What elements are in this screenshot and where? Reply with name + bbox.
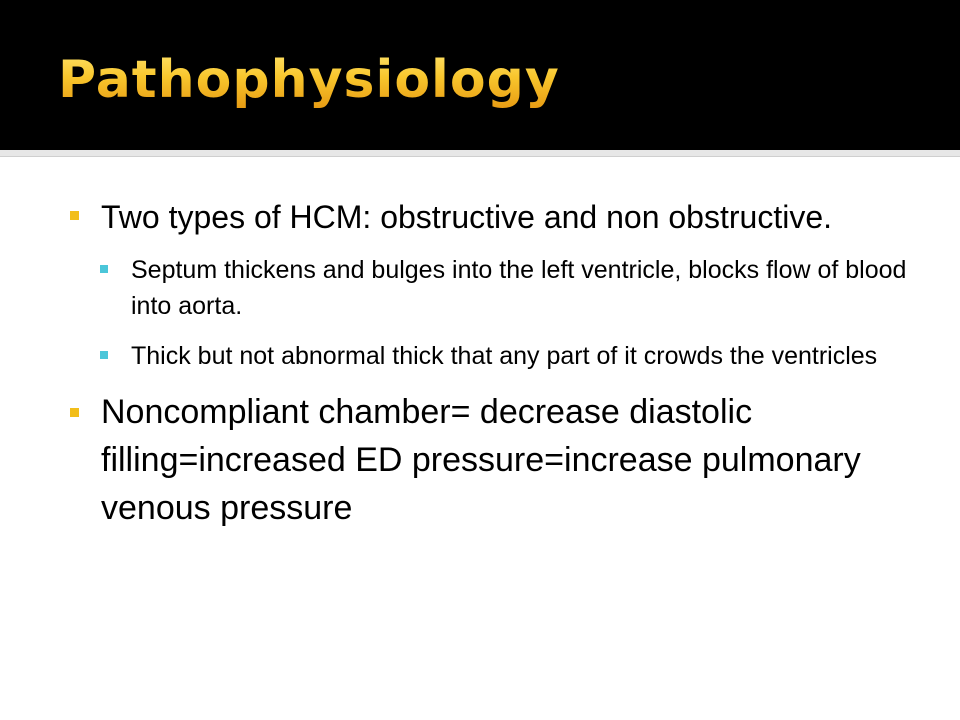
sub-bullet-item — [100, 338, 910, 374]
sub-bullet-text: Thick but not abnormal thick that any part of it crowds the ventricles — [131, 342, 878, 370]
slide-title: Pathophysiology — [58, 50, 560, 110]
square-bullet-icon — [70, 211, 79, 220]
sub-bullet-item — [100, 252, 910, 324]
bullet-item — [70, 388, 910, 532]
sub-bullet-text: Septum thickens and bulges into the left ventricle, blocks flow of blood into aorta. — [131, 256, 907, 320]
bullet-item — [70, 196, 910, 238]
square-bullet-icon — [100, 265, 108, 273]
bullet-text: Noncompliant chamber= decrease diastolic filling=increased ED pressure=increase pulmonary venous pressure — [101, 393, 861, 527]
bullet-list — [70, 196, 910, 546]
title-divider-shadow — [0, 156, 960, 157]
square-bullet-icon — [100, 351, 108, 359]
square-bullet-icon — [70, 408, 79, 417]
bullet-text: Two types of HCM: obstructive and non obstructive. — [101, 199, 832, 235]
